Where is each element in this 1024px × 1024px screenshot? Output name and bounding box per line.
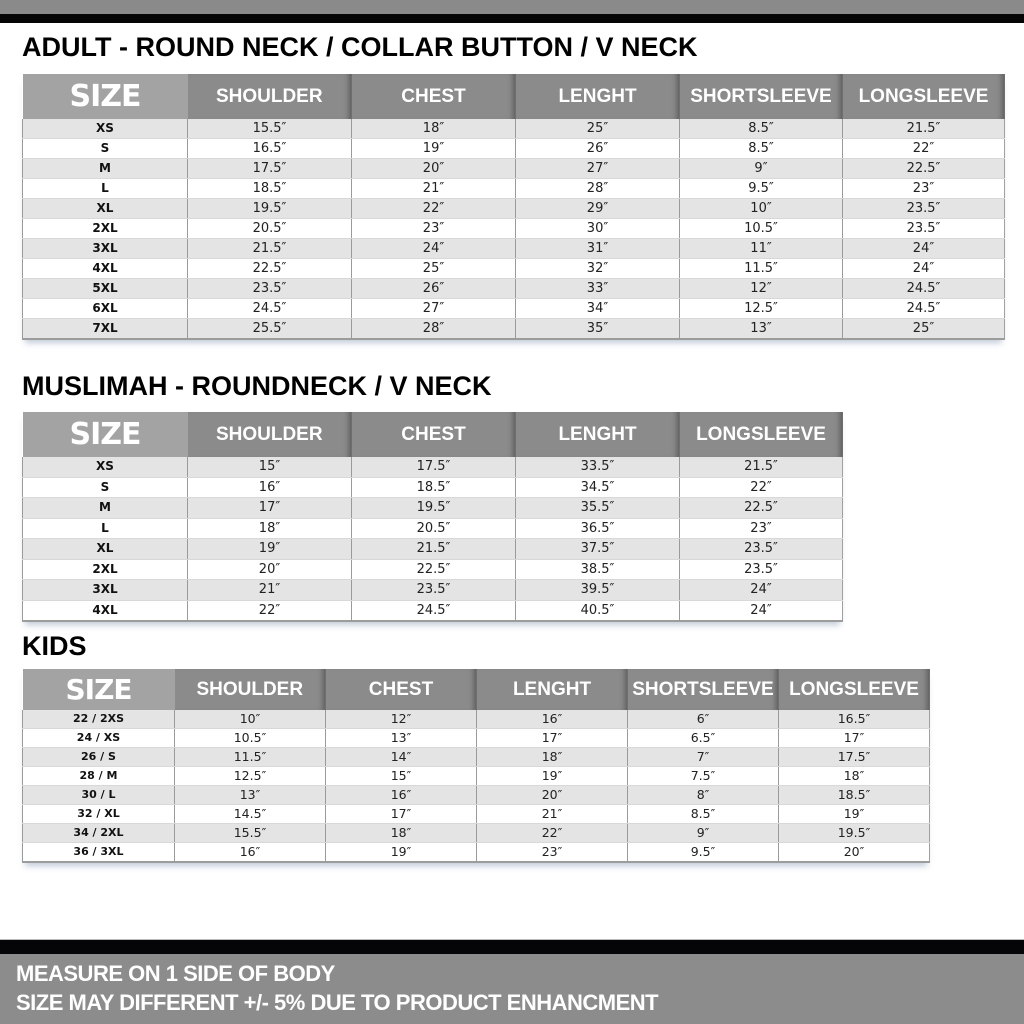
- table-row: [23, 498, 843, 519]
- measurement-longsleeve: 20″: [779, 843, 930, 863]
- table-row: [23, 824, 930, 843]
- table-row: [23, 748, 930, 767]
- measurement-longsleeve: 25″: [843, 319, 1005, 340]
- measurement-lenght: 28″: [516, 179, 680, 199]
- table-row: [23, 477, 843, 498]
- measurement-chest: 25″: [352, 259, 516, 279]
- measurement-lenght: 34″: [516, 299, 680, 319]
- measurement-longsleeve: 23.5″: [680, 559, 843, 580]
- measurement-shortsleeve: 9″: [680, 159, 843, 179]
- table-header-row: [23, 74, 1005, 119]
- measurement-chest: 13″: [326, 729, 477, 748]
- measurement-chest: 28″: [352, 319, 516, 340]
- measurement-longsleeve: 16.5″: [779, 710, 930, 729]
- size-label: 24 / XS: [23, 729, 175, 748]
- measurement-chest: 14″: [326, 748, 477, 767]
- measurement-longsleeve: 24.5″: [843, 299, 1005, 319]
- measurement-shoulder: 12.5″: [175, 767, 326, 786]
- measurement-shortsleeve: 13″: [680, 319, 843, 340]
- column-header-chest: CHEST: [352, 74, 516, 119]
- table-row: [23, 600, 843, 621]
- size-label: L: [23, 179, 188, 199]
- size-label: 26 / S: [23, 748, 175, 767]
- column-header-size: SIZE: [23, 669, 175, 710]
- measurement-shoulder: 10.5″: [175, 729, 326, 748]
- table-row: [23, 299, 1005, 319]
- measurement-shortsleeve: 7.5″: [628, 767, 779, 786]
- measurement-lenght: 39.5″: [516, 580, 680, 601]
- measurement-shoulder: 16″: [188, 477, 352, 498]
- measurement-lenght: 29″: [516, 199, 680, 219]
- table-row: [23, 319, 1005, 340]
- measurement-shoulder: 19.5″: [188, 199, 352, 219]
- column-header-size: SIZE: [23, 412, 188, 457]
- measurement-chest: 22.5″: [352, 559, 516, 580]
- measurement-longsleeve: 18″: [779, 767, 930, 786]
- measurement-longsleeve: 24″: [843, 239, 1005, 259]
- measurement-lenght: 40.5″: [516, 600, 680, 621]
- measurement-lenght: 18″: [477, 748, 628, 767]
- measurement-shoulder: 15″: [188, 457, 352, 477]
- measurement-shoulder: 16.5″: [188, 139, 352, 159]
- measurement-chest: 22″: [352, 199, 516, 219]
- size-label: 22 / 2XS: [23, 710, 175, 729]
- column-header-lenght: LENGHT: [477, 669, 628, 710]
- table-row: [23, 239, 1005, 259]
- size-label: 3XL: [23, 239, 188, 259]
- measurement-shortsleeve: 8.5″: [680, 139, 843, 159]
- measurement-shoulder: 24.5″: [188, 299, 352, 319]
- size-label: 34 / 2XL: [23, 824, 175, 843]
- footer-black-bar: [0, 939, 1024, 955]
- measurement-longsleeve: 22″: [680, 477, 843, 498]
- column-header-size: SIZE: [23, 74, 188, 119]
- measurement-chest: 18.5″: [352, 477, 516, 498]
- measurement-shoulder: 25.5″: [188, 319, 352, 340]
- muslimah-size-table: [22, 412, 843, 622]
- column-header-shortsleeve: SHORTSLEEVE: [628, 669, 779, 710]
- top-black-bar: [0, 14, 1024, 23]
- table-row: [23, 219, 1005, 239]
- size-label: 28 / M: [23, 767, 175, 786]
- column-header-longsleeve: LONGSLEEVE: [680, 412, 843, 457]
- table-row: [23, 767, 930, 786]
- table-header-row: [23, 669, 930, 710]
- kids-size-table: [22, 669, 930, 863]
- measurement-shoulder: 11.5″: [175, 748, 326, 767]
- measurement-longsleeve: 23″: [843, 179, 1005, 199]
- size-label: 2XL: [23, 559, 188, 580]
- measurement-lenght: 36.5″: [516, 518, 680, 539]
- measurement-shortsleeve: 9″: [628, 824, 779, 843]
- measurement-lenght: 33.5″: [516, 457, 680, 477]
- measurement-shoulder: 22.5″: [188, 259, 352, 279]
- measurement-chest: 24″: [352, 239, 516, 259]
- measurement-chest: 17.5″: [352, 457, 516, 477]
- measurement-shoulder: 13″: [175, 786, 326, 805]
- measurement-lenght: 20″: [477, 786, 628, 805]
- measurement-longsleeve: 24″: [680, 600, 843, 621]
- size-label: 6XL: [23, 299, 188, 319]
- measurement-chest: 16″: [326, 786, 477, 805]
- size-label: L: [23, 518, 188, 539]
- column-header-chest: CHEST: [352, 412, 516, 457]
- measurement-lenght: 23″: [477, 843, 628, 863]
- measurement-chest: 17″: [326, 805, 477, 824]
- measurement-shoulder: 17.5″: [188, 159, 352, 179]
- measurement-shortsleeve: 9.5″: [680, 179, 843, 199]
- measurement-chest: 27″: [352, 299, 516, 319]
- measurement-lenght: 35.5″: [516, 498, 680, 519]
- table-row: [23, 179, 1005, 199]
- measurement-chest: 12″: [326, 710, 477, 729]
- footer-note-measure: MEASURE ON 1 SIDE OF BODY: [16, 961, 335, 986]
- measurement-lenght: 26″: [516, 139, 680, 159]
- measurement-longsleeve: 22.5″: [680, 498, 843, 519]
- measurement-chest: 23″: [352, 219, 516, 239]
- measurement-shoulder: 19″: [188, 539, 352, 560]
- size-label: 30 / L: [23, 786, 175, 805]
- measurement-chest: 15″: [326, 767, 477, 786]
- measurement-chest: 23.5″: [352, 580, 516, 601]
- measurement-lenght: 17″: [477, 729, 628, 748]
- measurement-shortsleeve: 10.5″: [680, 219, 843, 239]
- measurement-shortsleeve: 9.5″: [628, 843, 779, 863]
- table-row: [23, 786, 930, 805]
- measurement-longsleeve: 19.5″: [779, 824, 930, 843]
- table-row: [23, 559, 843, 580]
- measurement-shoulder: 18.5″: [188, 179, 352, 199]
- size-label: S: [23, 139, 188, 159]
- measurement-shoulder: 20.5″: [188, 219, 352, 239]
- size-label: 2XL: [23, 219, 188, 239]
- measurement-shoulder: 21″: [188, 580, 352, 601]
- table-row: [23, 805, 930, 824]
- adult-size-table: [22, 74, 1005, 340]
- table-row: [23, 279, 1005, 299]
- measurement-lenght: 32″: [516, 259, 680, 279]
- measurement-shoulder: 10″: [175, 710, 326, 729]
- measurement-shoulder: 17″: [188, 498, 352, 519]
- table-row: [23, 843, 930, 863]
- measurement-shortsleeve: 10″: [680, 199, 843, 219]
- measurement-longsleeve: 21.5″: [680, 457, 843, 477]
- size-label: XS: [23, 457, 188, 477]
- measurement-longsleeve: 23.5″: [680, 539, 843, 560]
- table-row: [23, 518, 843, 539]
- measurement-lenght: 35″: [516, 319, 680, 340]
- size-label: XS: [23, 119, 188, 139]
- measurement-chest: 19.5″: [352, 498, 516, 519]
- column-header-shoulder: SHOULDER: [188, 412, 352, 457]
- measurement-shoulder: 23.5″: [188, 279, 352, 299]
- measurement-chest: 24.5″: [352, 600, 516, 621]
- measurement-longsleeve: 21.5″: [843, 119, 1005, 139]
- measurement-chest: 20″: [352, 159, 516, 179]
- measurement-shoulder: 22″: [188, 600, 352, 621]
- measurement-lenght: 38.5″: [516, 559, 680, 580]
- measurement-longsleeve: 19″: [779, 805, 930, 824]
- measurement-longsleeve: 23.5″: [843, 219, 1005, 239]
- muslimah-section-title: MUSLIMAH - ROUNDNECK / V NECK: [22, 371, 492, 401]
- footer-note-panel: [0, 954, 1024, 1024]
- column-header-shoulder: SHOULDER: [175, 669, 326, 710]
- measurement-longsleeve: 23.5″: [843, 199, 1005, 219]
- size-label: 4XL: [23, 600, 188, 621]
- measurement-shoulder: 16″: [175, 843, 326, 863]
- measurement-lenght: 33″: [516, 279, 680, 299]
- measurement-shortsleeve: 11″: [680, 239, 843, 259]
- measurement-shortsleeve: 11.5″: [680, 259, 843, 279]
- kids-section-title: KIDS: [22, 631, 87, 661]
- measurement-lenght: 30″: [516, 219, 680, 239]
- table-row: [23, 139, 1005, 159]
- size-label: 4XL: [23, 259, 188, 279]
- measurement-longsleeve: 23″: [680, 518, 843, 539]
- size-label: M: [23, 159, 188, 179]
- column-header-shortsleeve: SHORTSLEEVE: [680, 74, 843, 119]
- measurement-lenght: 34.5″: [516, 477, 680, 498]
- measurement-shortsleeve: 12″: [680, 279, 843, 299]
- measurement-longsleeve: 17″: [779, 729, 930, 748]
- size-label: 32 / XL: [23, 805, 175, 824]
- measurement-shoulder: 14.5″: [175, 805, 326, 824]
- measurement-lenght: 31″: [516, 239, 680, 259]
- measurement-lenght: 25″: [516, 119, 680, 139]
- size-label: XL: [23, 539, 188, 560]
- size-label: XL: [23, 199, 188, 219]
- size-label: 7XL: [23, 319, 188, 340]
- measurement-chest: 26″: [352, 279, 516, 299]
- table-row: [23, 539, 843, 560]
- measurement-shortsleeve: 6″: [628, 710, 779, 729]
- measurement-shortsleeve: 8.5″: [680, 119, 843, 139]
- measurement-shoulder: 20″: [188, 559, 352, 580]
- table-row: [23, 729, 930, 748]
- table-row: [23, 457, 843, 477]
- measurement-shoulder: 18″: [188, 518, 352, 539]
- table-row: [23, 199, 1005, 219]
- measurement-shoulder: 21.5″: [188, 239, 352, 259]
- measurement-chest: 21″: [352, 179, 516, 199]
- column-header-longsleeve: LONGSLEEVE: [779, 669, 930, 710]
- measurement-longsleeve: 24.5″: [843, 279, 1005, 299]
- measurement-shortsleeve: 7″: [628, 748, 779, 767]
- size-label: 36 / 3XL: [23, 843, 175, 863]
- measurement-longsleeve: 17.5″: [779, 748, 930, 767]
- size-label: 5XL: [23, 279, 188, 299]
- measurement-chest: 20.5″: [352, 518, 516, 539]
- measurement-lenght: 22″: [477, 824, 628, 843]
- size-label: 3XL: [23, 580, 188, 601]
- measurement-longsleeve: 18.5″: [779, 786, 930, 805]
- size-label: M: [23, 498, 188, 519]
- measurement-shortsleeve: 8″: [628, 786, 779, 805]
- measurement-shortsleeve: 8.5″: [628, 805, 779, 824]
- measurement-shortsleeve: 12.5″: [680, 299, 843, 319]
- table-row: [23, 259, 1005, 279]
- measurement-lenght: 21″: [477, 805, 628, 824]
- measurement-shortsleeve: 6.5″: [628, 729, 779, 748]
- column-header-lenght: LENGHT: [516, 412, 680, 457]
- measurement-longsleeve: 22″: [843, 139, 1005, 159]
- measurement-longsleeve: 24″: [843, 259, 1005, 279]
- measurement-chest: 18″: [326, 824, 477, 843]
- column-header-longsleeve: LONGSLEEVE: [843, 74, 1005, 119]
- measurement-shoulder: 15.5″: [188, 119, 352, 139]
- table-row: [23, 580, 843, 601]
- measurement-longsleeve: 24″: [680, 580, 843, 601]
- measurement-chest: 19″: [352, 139, 516, 159]
- size-label: S: [23, 477, 188, 498]
- measurement-lenght: 27″: [516, 159, 680, 179]
- measurement-longsleeve: 22.5″: [843, 159, 1005, 179]
- measurement-chest: 21.5″: [352, 539, 516, 560]
- measurement-shoulder: 15.5″: [175, 824, 326, 843]
- measurement-chest: 19″: [326, 843, 477, 863]
- column-header-chest: CHEST: [326, 669, 477, 710]
- adult-section-title: ADULT - ROUND NECK / COLLAR BUTTON / V NECK: [22, 32, 698, 62]
- footer-note-disclaimer: SIZE MAY DIFFERENT +/- 5% DUE TO PRODUCT ENHANCMENT: [16, 990, 659, 1015]
- column-header-lenght: LENGHT: [516, 74, 680, 119]
- measurement-lenght: 19″: [477, 767, 628, 786]
- measurement-lenght: 16″: [477, 710, 628, 729]
- measurement-lenght: 37.5″: [516, 539, 680, 560]
- table-row: [23, 119, 1005, 139]
- table-header-row: [23, 412, 843, 457]
- top-gray-bar: [0, 0, 1024, 14]
- table-row: [23, 159, 1005, 179]
- table-row: [23, 710, 930, 729]
- column-header-shoulder: SHOULDER: [188, 74, 352, 119]
- measurement-chest: 18″: [352, 119, 516, 139]
